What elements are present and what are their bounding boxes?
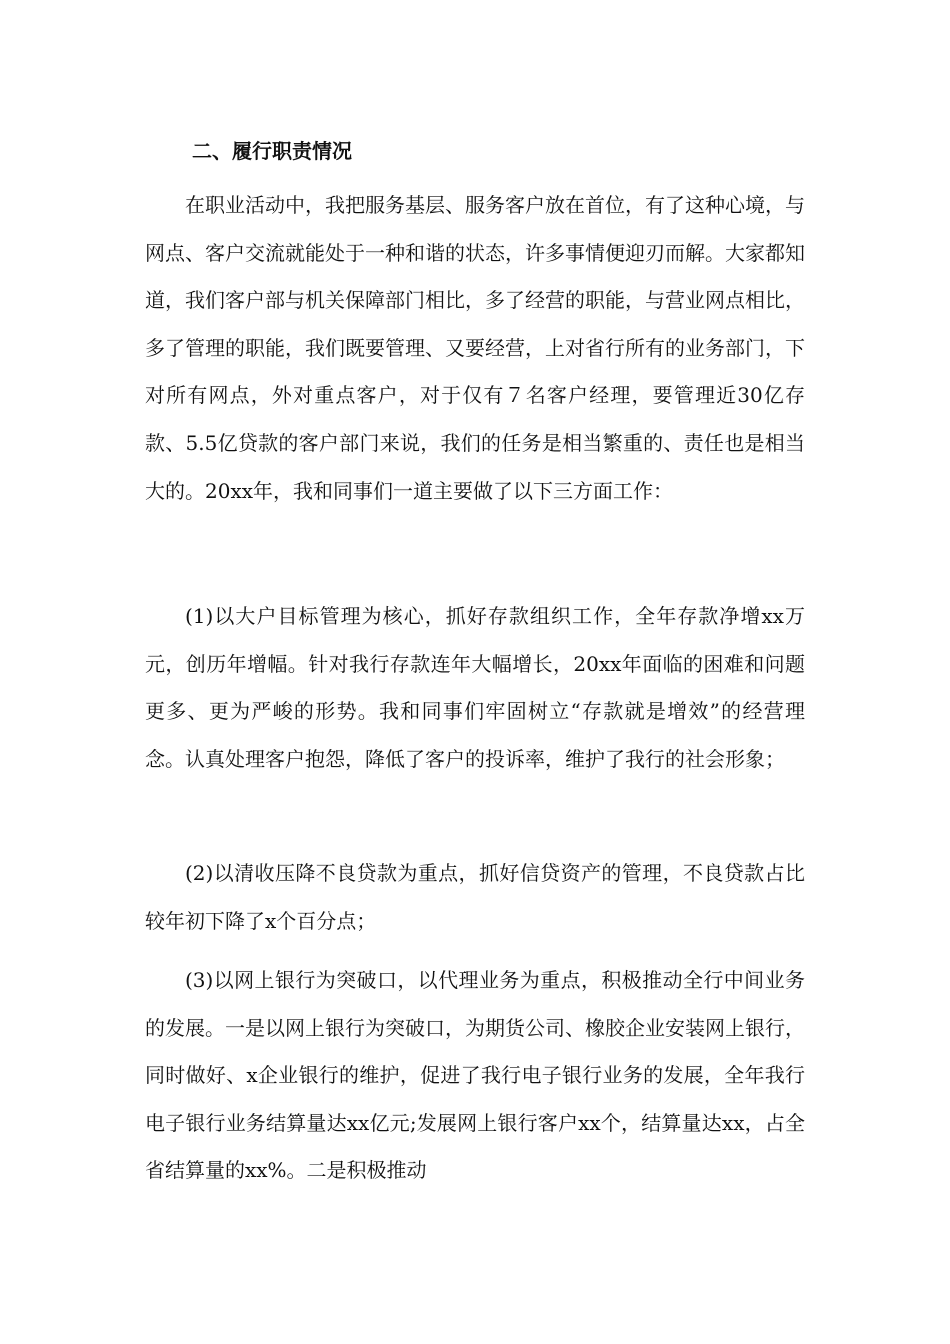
paragraph-item-2: (2)以清收压降不良贷款为重点，抓好信贷资产的管理，不良贷款占比较年初下降了x个百分点； <box>145 861 805 933</box>
paragraph-item-1: (1)以大户目标管理为核心，抓好存款组织工作，全年存款净增xx万元，创历年增幅。针对我行存款连年大幅增长，20xx年面临的困难和问题更多、更为严峻的形势。我和同事们牢固树立“存款就是增效”的经营理念。认真处理客户抱怨，降低了客户的投诉率，维护了我行的社会形象； <box>145 604 805 771</box>
paragraph-item-3: (3)以网上银行为突破口，以代理业务为重点，积极推动全行中间业务的发展。一是以网上银行为突破口，为期货公司、橡胶企业安装网上银行，同时做好、x企业银行的维护，促进了我行电子银行业务的发展，全年我行电子银行业务结算量达xx亿元;发展网上银行客户xx个，结算量达xx，占全省结算量的xx%。二是积极推动 <box>145 968 805 1183</box>
paragraph-intro: 在职业活动中，我把服务基层、服务客户放在首位，有了这种心境，与网点、客户交流就能处于一种和谐的状态，许多事情便迎刃而解。大家都知道，我们客户部与机关保障部门相比，多了经营的职能，与营业网点相比，多了管理的职能，我们既要管理、又要经营，上对省行所有的业务部门，下对所有网点，外对重点客户，对于仅有７名客户经理，要管理近30亿存款、5.5亿贷款的客户部门来说，我们的任务是相当繁重的、责任也是相当大的。20xx年，我和同事们一道主要做了以下三方面工作： <box>145 193 805 503</box>
section-heading: 二、履行职责情况 <box>192 139 352 163</box>
